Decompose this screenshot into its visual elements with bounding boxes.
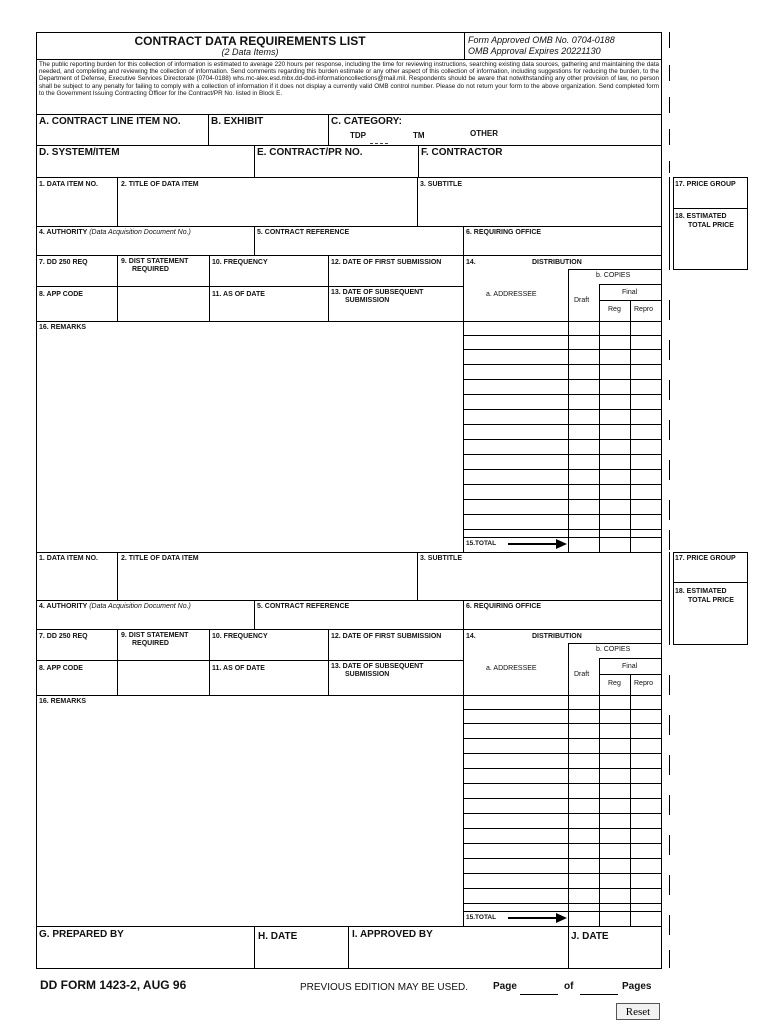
label-subsequent-submission: 13. DATE OF SUBSEQUENT [331,289,424,296]
label-e: E. CONTRACT/PR NO. [257,147,363,158]
omb-number: Form Approved OMB No. 0704-0188 [468,35,615,45]
label-title-of-data-item: 2. TITLE OF DATA ITEM [121,181,199,188]
label-subsequent-submission-b: 13. DATE OF SUBSEQUENT [331,663,424,670]
label-14-2: 14. [466,633,476,640]
label-data-item-no: 1. DATA ITEM NO. [39,181,98,188]
label-data-item-no-2: 1. DATA ITEM NO. [39,555,98,562]
label-tm: TM [413,131,425,140]
label-copies: b. COPIES [596,272,631,279]
label-addressee-2: a. ADDRESSEE [486,665,537,672]
label-as-of-date: 11. AS OF DATE [212,291,265,298]
label-subtitle-2: 3. SUBTITLE [420,555,463,562]
label-estimated: 18. ESTIMATED [675,213,727,220]
label-requiring-office: 6. REQUIRING OFFICE [466,229,542,236]
arrow-right-icon [506,911,568,923]
label-reg-2: Reg [608,680,621,687]
label-d: D. SYSTEM/ITEM [39,147,120,158]
label-reg: Reg [608,306,621,313]
label-first-submission: 12. DATE OF FIRST SUBMISSION [331,259,442,266]
label-total-price: TOTAL PRICE [688,222,734,229]
label-copies-2: b. COPIES [596,646,631,653]
previous-edition-note: PREVIOUS EDITION MAY BE USED. [300,982,468,993]
label-total-price-2: TOTAL PRICE [688,597,734,604]
label-remarks-2: 16. REMARKS [39,698,87,705]
label-price-group: 17. PRICE GROUP [675,181,736,188]
label-final: Final [622,289,638,296]
label-estimated-2: 18. ESTIMATED [675,588,727,595]
label-tdp: TDP [350,131,366,140]
label-other: OTHER [470,129,498,138]
label-app-code-2: 8. APP CODE [39,665,83,672]
label-h-date: H. DATE [258,931,298,942]
label-app-code: 8. APP CODE [39,291,83,298]
label-dist-statement: 9. DIST STATEMENT [121,258,189,265]
form-title: CONTRACT DATA REQUIREMENTS LIST [134,34,366,48]
label-requiring-office-2: 6. REQUIRING OFFICE [466,603,542,610]
arrow-right-icon [506,537,568,549]
label-a: A. CONTRACT LINE ITEM NO. [39,116,181,127]
label-addressee: a. ADDRESSEE [486,291,537,298]
omb-expires: OMB Approval Expires 20221130 [468,46,601,56]
page-count-field[interactable] [580,983,618,995]
label-remarks: 16. REMARKS [39,324,87,331]
label-frequency: 10. FREQUENCY [212,259,268,266]
page-label: Page [493,981,517,992]
label-draft-2: Draft [574,671,590,678]
label-approved-by: I. APPROVED BY [352,929,433,940]
form-number: DD FORM 1423-2, AUG 96 [40,978,187,992]
label-dist-required-2: REQUIRED [132,640,169,647]
of-label: of [564,981,574,992]
label-f: F. CONTRACTOR [421,147,503,158]
label-contract-reference: 5. CONTRACT REFERENCE [257,229,350,236]
label-total: 15.TOTAL [466,540,497,547]
label-as-of-date-2: 11. AS OF DATE [212,665,265,672]
label-title-of-data-item-2: 2. TITLE OF DATA ITEM [121,555,199,562]
label-distribution: DISTRIBUTION [532,259,582,266]
label-14: 14. [466,259,476,266]
label-dd250-2: 7. DD 250 REQ [39,633,88,640]
label-authority-2: 4. AUTHORITY (Data Acquisition Document No.) [39,603,191,610]
label-j-date: J. DATE [571,931,609,942]
label-first-submission-2: 12. DATE OF FIRST SUBMISSION [331,633,442,640]
label-dist-statement-2: 9. DIST STATEMENT [121,632,189,639]
label-draft: Draft [574,297,590,304]
label-repro: Repro [634,306,654,313]
label-repro-2: Repro [634,680,654,687]
label-prepared-by: G. PREPARED BY [39,929,124,940]
burden-statement: The public reporting burden for this collection of information is estimated to average 220 hours per response, including the time for reviewing instructions, searching existing data sources, gathering and maintaining the data needed, and completing and reviewing the collection of information. Send comments regarding this burden estimate or any other aspect of this collection of information, including suggestions for reducing the burden, to the Department of Defense, Executive Services Directorate (0704-0188) whs.mc-alex.esd.mbx.dd-dod-informationcollections@mail.mil. Respondents should be aware that notwithstanding any other provision of law, no person shall be subject to any penalty for failing to comply with a collection of information if it does not display a currently valid OMB control number. Please do not return your form to the above organization. Send completed form to the Government Issuing Contracting Officer for the Contract/PR No. listed in Block E. [39,61,659,97]
label-dd250: 7. DD 250 REQ [39,259,88,266]
form-subtitle: (2 Data Items) [221,47,279,57]
label-final-2: Final [622,663,638,670]
label-authority: 4. AUTHORITY (Data Acquisition Document No.) [39,229,191,236]
label-price-group-2: 17. PRICE GROUP [675,555,736,562]
label-c: C. CATEGORY: [331,116,402,127]
label-dist-required: REQUIRED [132,266,169,273]
label-b: B. EXHIBIT [211,116,264,127]
reset-button[interactable]: Reset [616,1003,660,1020]
label-distribution-2: DISTRIBUTION [532,633,582,640]
label-subsequent-submission-2: SUBMISSION [345,297,390,304]
label-contract-reference-2: 5. CONTRACT REFERENCE [257,603,350,610]
page-number-field[interactable] [520,983,558,995]
label-total-2: 15.TOTAL [466,914,497,921]
label-frequency-2: 10. FREQUENCY [212,633,268,640]
label-subsequent-submission-b2: SUBMISSION [345,671,390,678]
label-subtitle: 3. SUBTITLE [420,181,463,188]
pages-label: Pages [622,981,652,992]
